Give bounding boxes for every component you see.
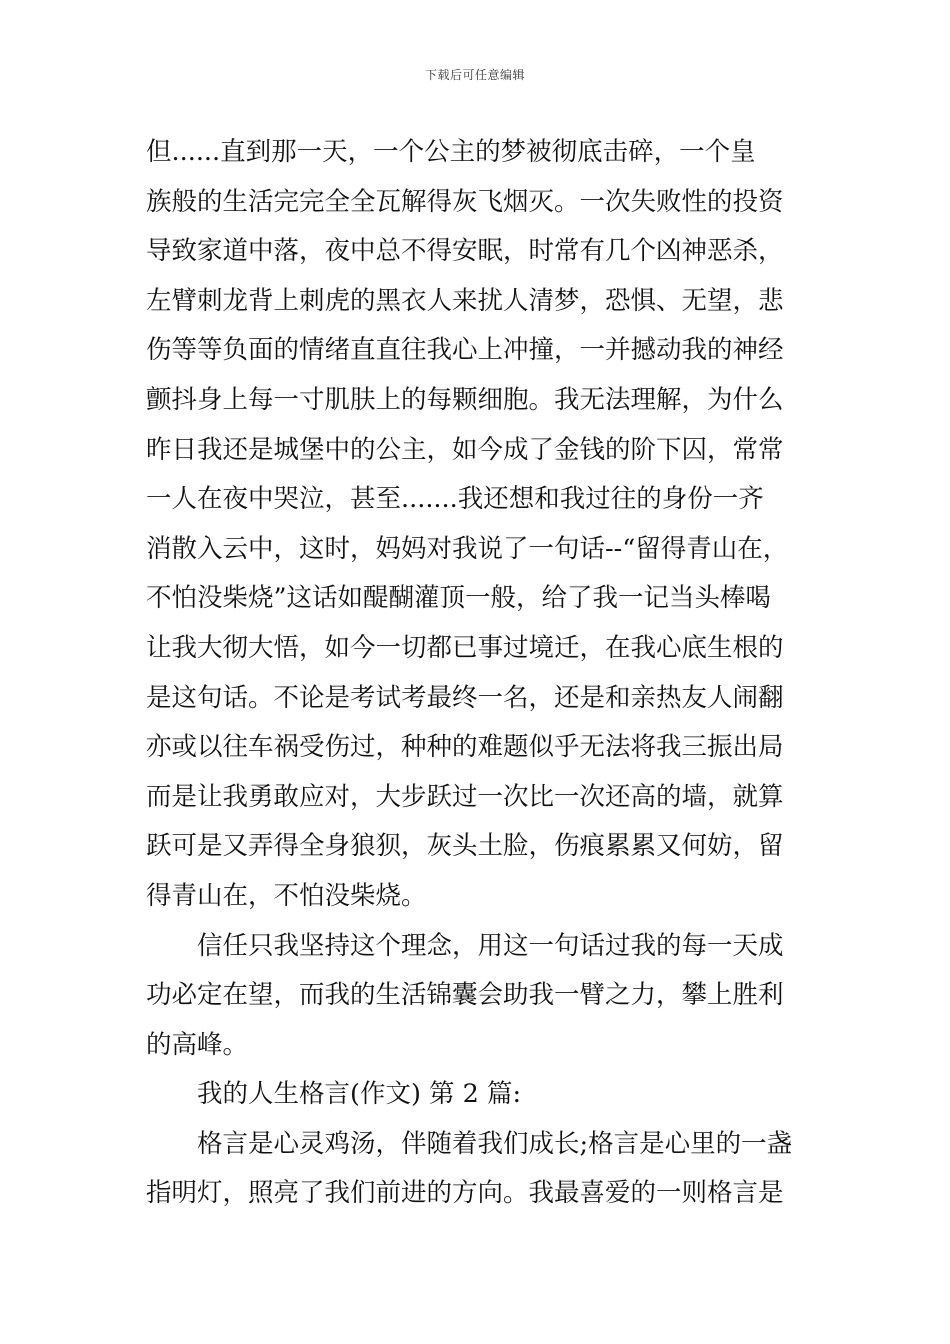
paragraph-line: 让我大彻大悟，如今一切都已事过境迁，在我心底生根的 (146, 632, 784, 663)
paragraph-line: 是这句话。不论是考试考最终一名，还是和亲热友人闹翻 (146, 682, 784, 713)
paragraph-line: 一人在夜中哭泣，甚至.......我还想和我过往的身份一齐 (146, 484, 764, 515)
paragraph-line: 得青山在，不怕没柴烧。 (146, 880, 427, 911)
document-body (146, 128, 816, 1219)
section-heading: 我的人生格言(作文) 第 2 篇: (197, 1079, 522, 1110)
paragraph-line: 消散入云中，这时，妈妈对我说了一句话--“留得青山在， (146, 533, 789, 564)
paragraph-line: 的高峰。 (146, 1029, 249, 1060)
paragraph-line: 颤抖身上每一寸肌肤上的每颗细胞。我无法理解，为什么 (146, 384, 784, 415)
paragraph-line: 而是让我勇敢应对，大步跃过一次比一次还高的墙，就算 (146, 781, 784, 812)
paragraph-line: 跃可是又弄得全身狼狈，灰头土脸，伤痕累累又何妨，留 (146, 831, 784, 862)
paragraph-line: 功必定在望，而我的生活锦囊会助我一臂之力，攀上胜利 (146, 980, 784, 1011)
paragraph-line: 不怕没柴烧”这话如醍醐灌顶一般，给了我一记当头棒喝 (146, 583, 772, 614)
paragraph-line: 信任只我坚持这个理念，用这一句话过我的每一天成 (197, 930, 784, 961)
paragraph-line: 伤等等负面的情绪直直往我心上冲撞，一并撼动我的神经 (146, 335, 784, 366)
paragraph-line: 昨日我还是城堡中的公主，如今成了金钱的阶下囚，常常 (146, 434, 784, 465)
paragraph-line: 左臂刺龙背上刺虎的黑衣人来扰人清梦，恐惧、无望，悲 (146, 285, 784, 316)
page-header: 下载后可任意编辑 (424, 68, 525, 82)
paragraph-line: 但......直到那一天，一个公主的梦被彻底击碎，一个皇 (146, 137, 756, 167)
paragraph-line: 亦或以往车祸受伤过，种种的难题似乎无法将我三振出局 (146, 732, 784, 763)
paragraph-line: 族般的生活完完全全瓦解得灰飞烟灭。一次失败性的投资 (146, 186, 784, 217)
paragraph-line: 格言是心灵鸡汤，伴随着我们成长;格言是心里的一盏 (197, 1128, 793, 1159)
paragraph-line: 导致家道中落，夜中总不得安眠，时常有几个凶神恶杀， (146, 236, 784, 267)
paragraph-line: 指明灯，照亮了我们前进的方向。我最喜爱的一则格言是 (146, 1178, 784, 1209)
